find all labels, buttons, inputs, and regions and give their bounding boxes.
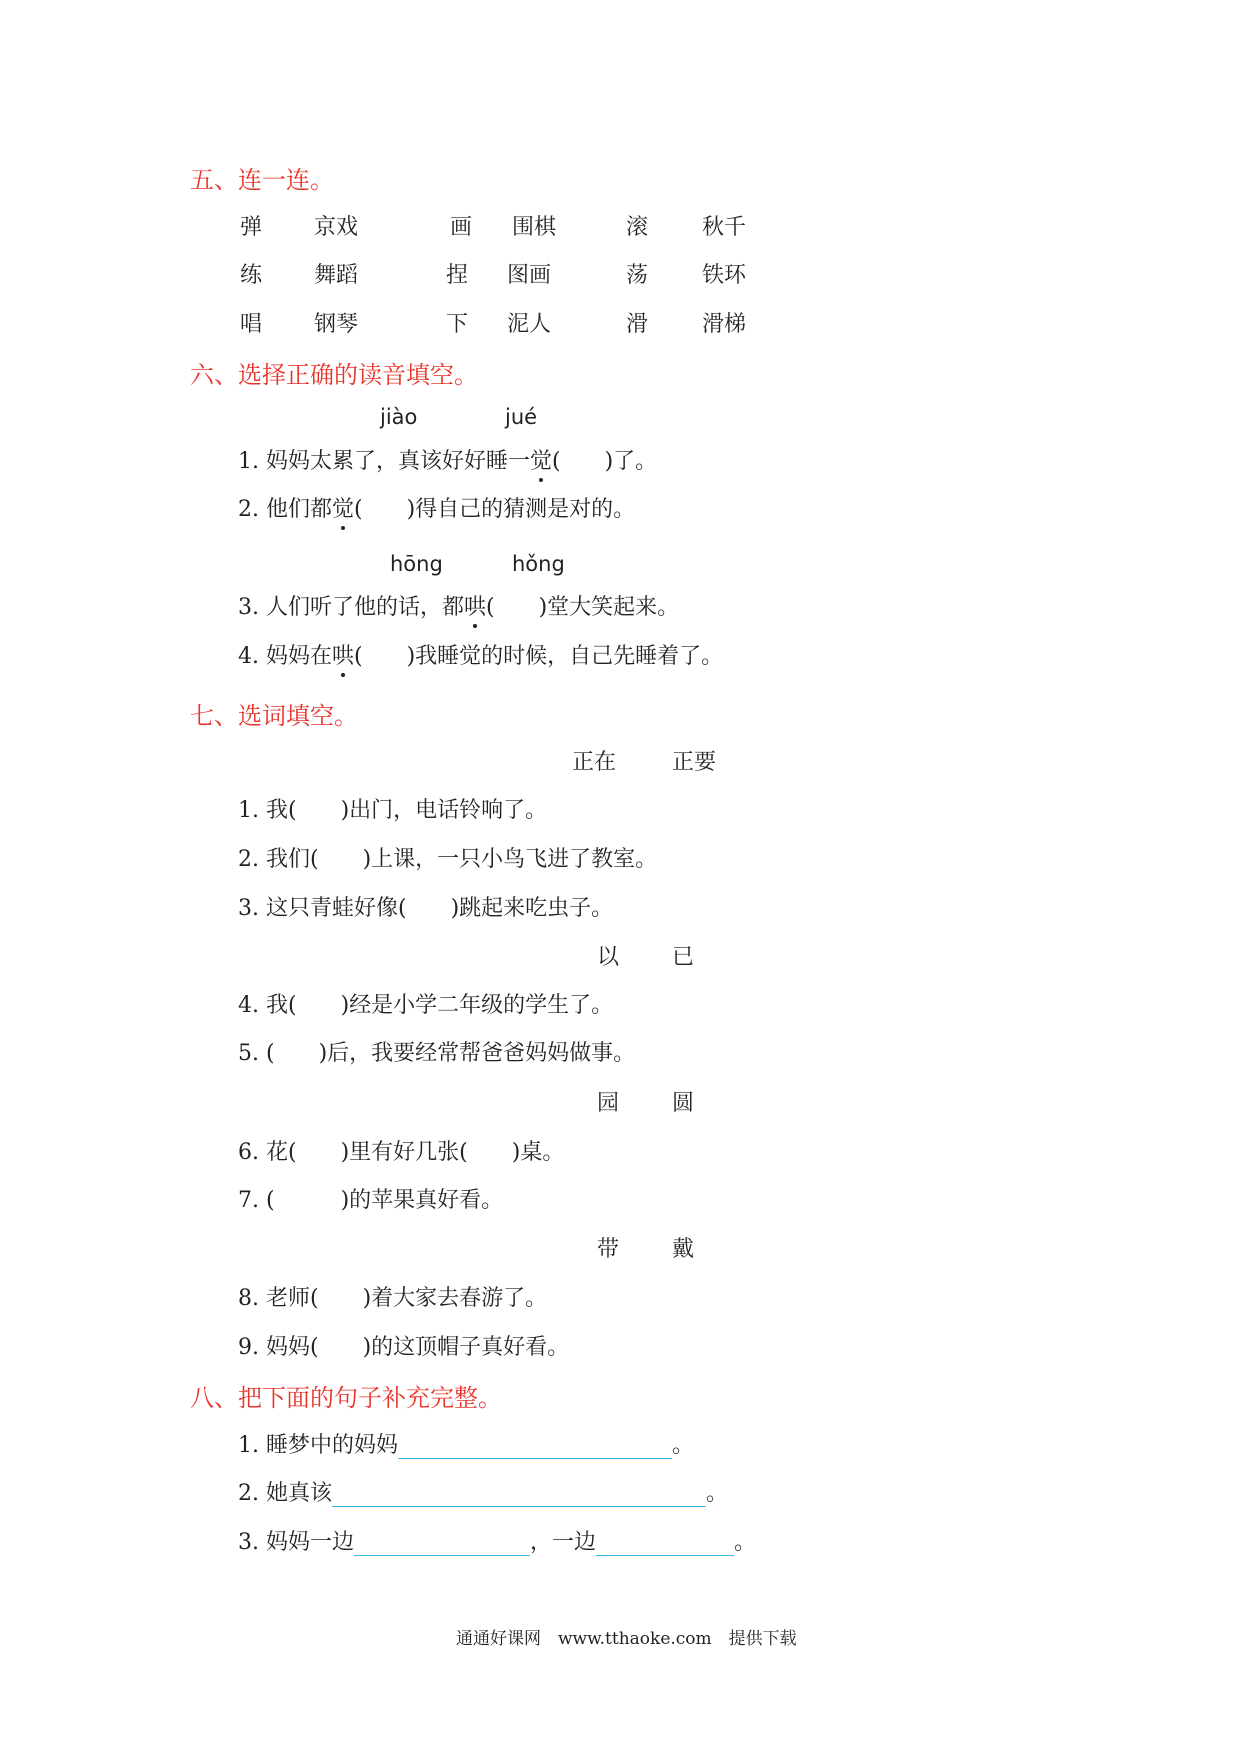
question-text: 3. 人们听了他的话，都 bbox=[238, 595, 464, 620]
section-7-title: 七、选词填空。 bbox=[190, 702, 358, 730]
question-7-9[interactable]: 9. 妈妈( )的这顶帽子真好看。 bbox=[238, 1335, 570, 1360]
match-item: 滚 bbox=[626, 215, 649, 240]
sentence-8-1 bbox=[238, 1428, 694, 1459]
question-7-4[interactable]: 4. 我( )经是小学二年级的学生了。 bbox=[238, 993, 614, 1018]
match-item: 滑 bbox=[626, 312, 649, 337]
sentence-text: 2. 她真该 bbox=[238, 1481, 332, 1506]
sentence-8-3 bbox=[238, 1525, 756, 1556]
match-item: 京戏 bbox=[314, 215, 359, 240]
question-text: 4. 妈妈在 bbox=[238, 644, 332, 669]
dotted-character: 觉 bbox=[332, 492, 354, 523]
word-option: 以 bbox=[597, 945, 620, 970]
question-7-7[interactable]: 7. ( )的苹果真好看。 bbox=[238, 1188, 504, 1213]
pinyin-option: hōng bbox=[390, 552, 443, 576]
dotted-character: 觉 bbox=[530, 444, 552, 475]
pinyin-option: jué bbox=[505, 405, 538, 429]
match-item: 练 bbox=[240, 263, 263, 288]
match-item: 下 bbox=[446, 312, 469, 337]
word-option: 圆 bbox=[672, 1091, 695, 1116]
match-item: 秋千 bbox=[702, 215, 747, 240]
match-item: 画 bbox=[450, 215, 473, 240]
answer-blank-text[interactable]: ( )我睡觉的时候，自己先睡着了。 bbox=[354, 644, 724, 669]
question-7-3[interactable]: 3. 这只青蛙好像( )跳起来吃虫子。 bbox=[238, 896, 614, 921]
match-item: 舞蹈 bbox=[314, 263, 359, 288]
question-6-2 bbox=[238, 492, 635, 523]
pinyin-option: hǒng bbox=[512, 552, 565, 576]
question-6-1 bbox=[238, 444, 657, 475]
match-item: 荡 bbox=[626, 263, 649, 288]
match-item: 泥人 bbox=[507, 312, 552, 337]
question-7-2[interactable]: 2. 我们( )上课，一只小鸟飞进了教室。 bbox=[238, 847, 658, 872]
answer-blank-text[interactable]: ( )堂大笑起来。 bbox=[486, 595, 680, 620]
answer-line[interactable] bbox=[596, 1531, 734, 1556]
question-7-8[interactable]: 8. 老师( )着大家去春游了。 bbox=[238, 1286, 548, 1311]
word-option: 正在 bbox=[572, 750, 617, 775]
footer-credit: 通通好课网 www.tthaoke.com 提供下载 bbox=[456, 1629, 797, 1649]
word-option: 正要 bbox=[672, 750, 717, 775]
answer-line[interactable] bbox=[332, 1482, 706, 1507]
dotted-character: 哄 bbox=[332, 639, 354, 670]
word-option: 已 bbox=[672, 945, 695, 970]
answer-line[interactable] bbox=[354, 1531, 530, 1556]
section-8-title: 八、把下面的句子补充完整。 bbox=[190, 1384, 502, 1412]
sentence-end: 。 bbox=[671, 1433, 694, 1458]
section-6-title: 六、选择正确的读音填空。 bbox=[190, 361, 478, 389]
dotted-character: 哄 bbox=[464, 590, 486, 621]
sentence-8-2 bbox=[238, 1476, 728, 1507]
question-6-4 bbox=[238, 639, 723, 670]
match-item: 图画 bbox=[507, 263, 552, 288]
sentence-text: ，一边 bbox=[529, 1530, 596, 1555]
question-text: 2. 他们都 bbox=[238, 497, 332, 522]
question-6-3 bbox=[238, 590, 679, 621]
sentence-text: 3. 妈妈一边 bbox=[238, 1530, 354, 1555]
sentence-end: 。 bbox=[734, 1530, 757, 1555]
section-5-title: 五、连一连。 bbox=[190, 166, 334, 194]
match-item: 围棋 bbox=[512, 215, 557, 240]
answer-blank-text[interactable]: ( )得自己的猜测是对的。 bbox=[354, 497, 636, 522]
answer-blank-text[interactable]: ( )了。 bbox=[552, 449, 658, 474]
match-item: 滑梯 bbox=[702, 312, 747, 337]
question-text: 1. 妈妈太累了，真该好好睡一 bbox=[238, 449, 530, 474]
answer-line[interactable] bbox=[398, 1434, 672, 1459]
pinyin-option: jiào bbox=[380, 405, 418, 429]
match-item: 铁环 bbox=[702, 263, 747, 288]
match-item: 钢琴 bbox=[314, 312, 359, 337]
match-item: 唱 bbox=[240, 312, 263, 337]
question-7-5[interactable]: 5. ( )后，我要经常帮爸爸妈妈做事。 bbox=[238, 1041, 636, 1066]
word-option: 戴 bbox=[672, 1237, 695, 1262]
sentence-end: 。 bbox=[705, 1481, 728, 1506]
word-option: 带 bbox=[597, 1237, 620, 1262]
question-7-1[interactable]: 1. 我( )出门，电话铃响了。 bbox=[238, 798, 548, 823]
question-7-6[interactable]: 6. 花( )里有好几张( )桌。 bbox=[238, 1140, 565, 1165]
match-item: 捏 bbox=[446, 263, 469, 288]
word-option: 园 bbox=[597, 1091, 620, 1116]
match-item: 弹 bbox=[240, 215, 263, 240]
sentence-text: 1. 睡梦中的妈妈 bbox=[238, 1433, 398, 1458]
